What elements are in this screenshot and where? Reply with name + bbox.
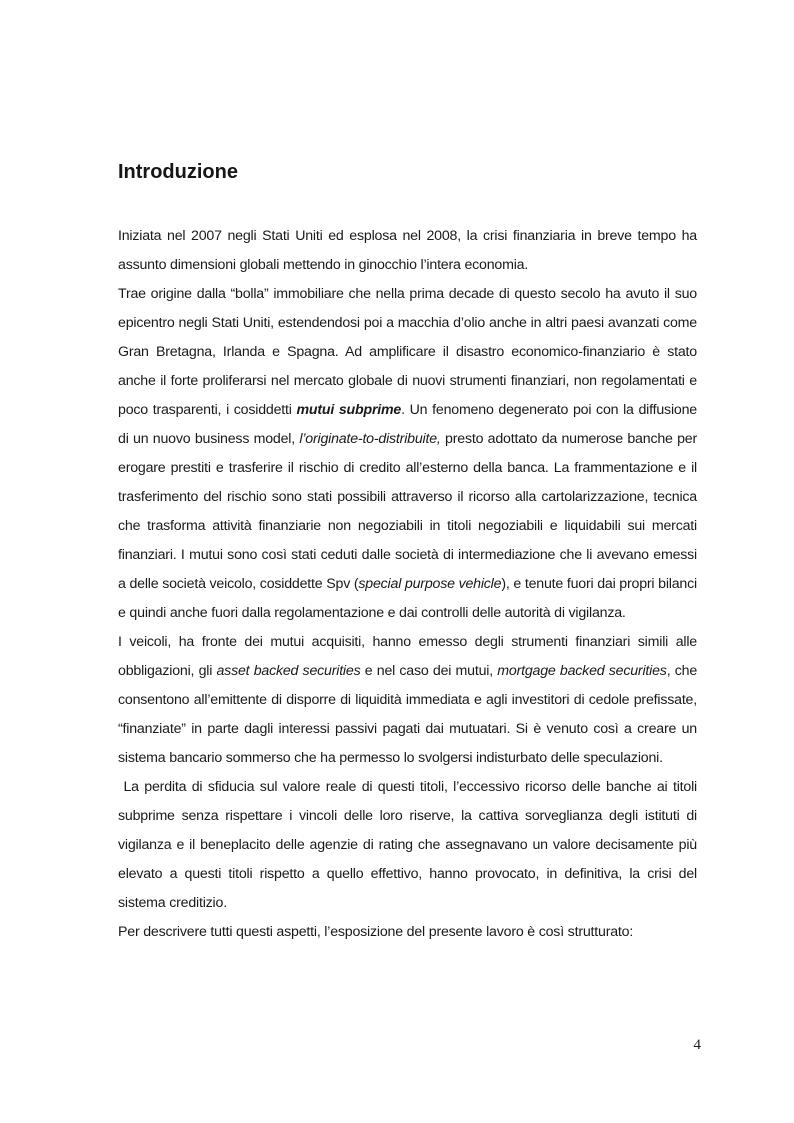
document-content <box>118 159 697 947</box>
text-run: Trae origine dalla “bolla” immobiliare che nella prima decade di questo secolo ha avuto il suo epicentro negli Stati Uniti, estendendosi poi a macchia d’olio anche in altri paesi avanzati come Gran Bretagna, Irlanda e Spagna. Ad amplificare il disastro economico-finanziario è stato anche il forte proliferarsi nel mercato globale di nuovi strumenti finanziari, non regolamentati e poco trasparenti, i cosiddetti <box>118 286 697 418</box>
document-body <box>118 222 697 947</box>
paragraph <box>118 280 697 628</box>
text-run: asset backed securities <box>216 663 361 679</box>
text-run: Per descrivere tutti questi aspetti, l’esposizione del presente lavoro è così strutturato: <box>118 924 634 940</box>
text-run: presto adottato da numerose banche per erogare prestiti e trasferire il rischio di credito all’esterno della banca. La frammentazione e il trasferimento del rischio sono stati possibili attraverso il ricorso alla cartolarizzazione, tecnica che trasforma attività finanziarie non negoziabili in titoli negoziabili e liquidabili sui mercati finanziari. I mutui sono così stati ceduti dalle società di intermediazione che li avevano emessi a delle società veicolo, cosiddette Spv ( <box>118 431 698 592</box>
text-run: Iniziata nel 2007 negli Stati Uniti ed esplosa nel 2008, la crisi finanziaria in breve tempo ha assunto dimensioni globali mettendo in ginocchio l’intera economia. <box>118 228 697 273</box>
text-run: e nel caso dei mutui, <box>360 663 498 679</box>
paragraph <box>118 918 697 947</box>
text-run: La perdita di sfiducia sul valore reale di questi titoli, l’eccessivo ricorso delle banche ai titoli subprime senza rispettare i vincoli delle loro riserve, la cattiva sorveglianza degli istituti di vigilanza e il beneplacito delle agenzie di rating che assegnavano un valore decisamente più elevato a questi titoli rispetto a quello effettivo, hanno provocato, in definitiva, la crisi del sistema creditizio. <box>118 779 697 911</box>
page-number: 4 <box>693 1037 701 1053</box>
text-run: mortgage backed securities <box>497 663 667 679</box>
text-run: . Un fenomeno degenerato poi con la diffusione di un nuovo business model, <box>118 402 697 447</box>
paragraph <box>118 628 697 773</box>
text-run: ), e tenute fuori dai propri bilanci e quindi anche fuori dalla regolamentazione e dai controlli delle autorità di vigilanza. <box>118 576 697 621</box>
text-run: I veicoli, ha fronte dei mutui acquisiti, hanno emesso degli strumenti finanziari simili alle obbligazioni, gli <box>118 634 697 679</box>
paragraph <box>118 222 697 280</box>
page-title: Introduzione <box>118 161 238 183</box>
text-run: l’originate-to-distribuite, <box>299 431 441 447</box>
text-run: mutui subprime <box>296 402 402 418</box>
text-run: special purpose vehicle <box>358 576 502 592</box>
text-run: , che consentono all’emittente di disporre di liquidità immediata e agli investitori di cedole prefissate, “finanziate” in parte dagli interessi passivi pagati dai mutuatari. Si è venuto così a creare un sistema bancario sommerso che ha permesso lo svolgersi indisturbato delle speculazioni. <box>118 663 698 766</box>
paragraph <box>118 773 697 918</box>
